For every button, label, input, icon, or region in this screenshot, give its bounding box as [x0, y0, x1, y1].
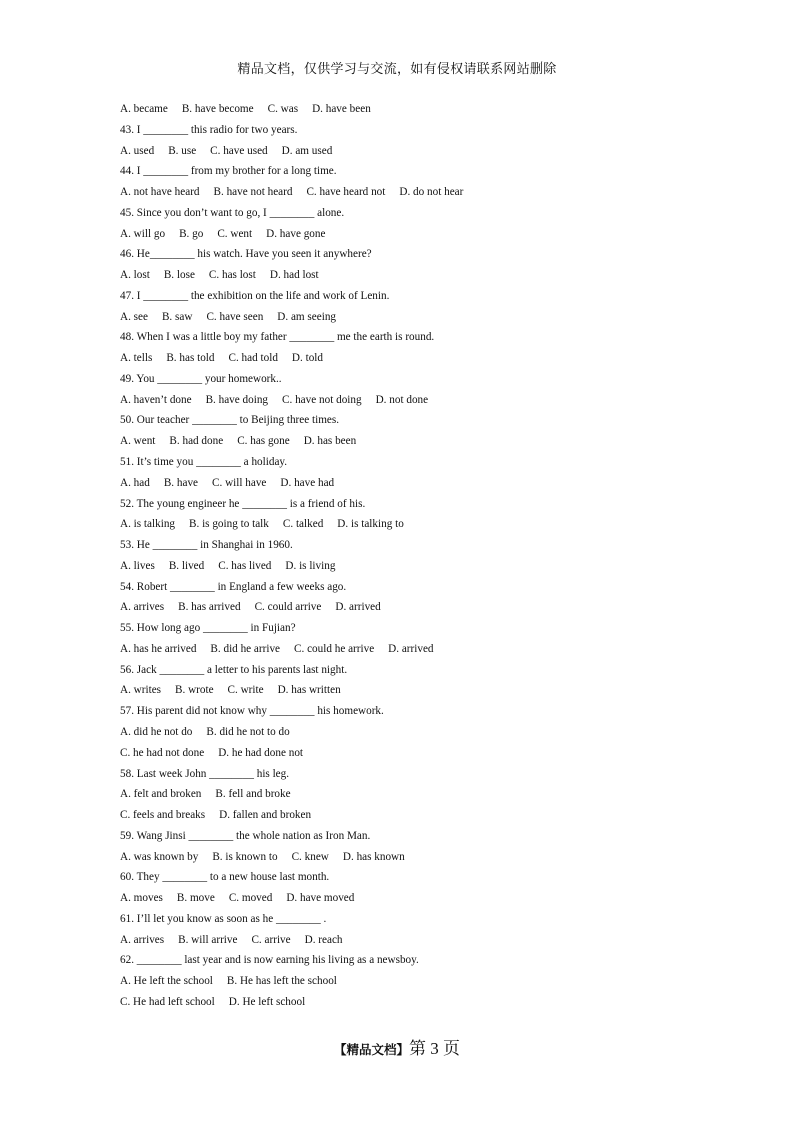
answer-options	[120, 722, 720, 743]
answer-option: A. lost	[120, 269, 150, 282]
answer-option: D. has been	[303, 435, 357, 448]
answer-option: C. write	[227, 684, 264, 697]
answer-option: A. used	[120, 144, 155, 157]
answer-option: B. wrote	[175, 684, 214, 697]
answer-options	[120, 971, 720, 992]
answer-option: B. He has left the school	[226, 975, 337, 988]
answer-option: A. has he arrived	[120, 642, 197, 655]
answer-option: C. He had left school	[120, 995, 215, 1008]
answer-option: A. went	[120, 435, 156, 448]
answer-option: A. arrives	[120, 933, 165, 946]
answer-option: B. have become	[181, 103, 254, 115]
answer-options	[120, 680, 720, 701]
answer-option: C. talked	[282, 518, 324, 531]
question-text: 62. ________ last year and is now earning his living as a newsboy.	[120, 954, 419, 967]
answer-option: A. writes	[120, 684, 162, 697]
answer-option: C. could arrive	[254, 601, 322, 614]
question-text: 56. Jack ________ a letter to his parents last night.	[120, 663, 348, 676]
question-text: 59. Wang Jinsi ________ the whole nation as Iron Man.	[120, 829, 371, 842]
footer-mark: 【精品文档】	[333, 1042, 409, 1057]
answer-option: D. have had	[280, 476, 335, 489]
answer-option: C. arrive	[251, 933, 291, 946]
answer-option: A. will go	[120, 227, 166, 240]
answer-option: A. not have heard	[120, 186, 200, 199]
answer-option: A. became	[120, 103, 168, 115]
answer-options	[120, 307, 720, 328]
answer-option: B. did he not to do	[206, 725, 290, 738]
page-number: 第 3 页	[409, 1039, 460, 1058]
answer-option: B. have	[163, 476, 199, 489]
answer-option: D. He left school	[228, 995, 306, 1008]
answer-option: C. knew	[291, 850, 329, 863]
question-text: 50. Our teacher ________ to Beijing three times.	[120, 414, 340, 427]
answer-option: D. has written	[277, 684, 341, 697]
answer-option: C. went	[217, 227, 253, 240]
answer-options	[120, 743, 720, 764]
answer-option: C. has gone	[237, 435, 290, 448]
answer-option: C. have not doing	[282, 393, 362, 406]
answer-options	[120, 597, 720, 618]
answer-option: D. reach	[304, 933, 343, 946]
answer-option: C. could he arrive	[294, 642, 375, 655]
answer-option: D. have gone	[266, 227, 326, 240]
answer-options	[120, 805, 720, 826]
answer-option: C. have used	[210, 144, 268, 157]
answer-option: C. have seen	[206, 310, 264, 323]
answer-option: D. am used	[281, 144, 333, 157]
answer-option: D. am seeing	[277, 310, 337, 323]
answer-option: D. not done	[375, 393, 429, 406]
answer-options	[120, 473, 720, 494]
question-text: 57. His parent did not know why ________ his homework.	[120, 705, 384, 718]
answer-option: D. arrived	[388, 642, 434, 655]
answer-options	[120, 556, 720, 577]
answer-options	[120, 784, 720, 805]
question-text: 55. How long ago ________ in Fujian?	[120, 622, 296, 635]
answer-options	[120, 992, 720, 1013]
answer-options	[120, 930, 720, 951]
answer-option: D. fallen and broken	[219, 809, 312, 822]
answer-options	[120, 182, 720, 203]
answer-option: C. have heard not	[306, 186, 386, 199]
answer-option: D. he had done not	[218, 746, 304, 759]
page-header: 精品文档，仅供学习与交流，如有侵权请联系网站删除	[237, 62, 557, 77]
answer-option: D. is talking to	[337, 518, 404, 531]
answer-option: D. arrived	[335, 601, 381, 614]
question-text: 48. When I was a little boy my father ________ me the earth is round.	[120, 331, 435, 344]
question-list	[120, 99, 720, 1013]
answer-option: B. lived	[168, 559, 205, 572]
answer-option: B. had done	[169, 435, 224, 448]
question-text: 47. I ________ the exhibition on the life and work of Lenin.	[120, 289, 390, 302]
answer-option: D. is living	[285, 559, 336, 572]
answer-options	[120, 224, 720, 245]
answer-option: B. has arrived	[178, 601, 241, 614]
answer-option: C. moved	[228, 892, 273, 905]
answer-option: B. has told	[166, 352, 215, 365]
question-text: 54. Robert ________ in England a few weeks ago.	[120, 580, 347, 593]
question-text: 43. I ________ this radio for two years.	[120, 123, 298, 136]
answer-option: B. is known to	[212, 850, 278, 863]
question-text: 46. He________ his watch. Have you seen it anywhere?	[120, 248, 372, 261]
answer-options	[120, 141, 720, 162]
answer-options	[120, 639, 720, 660]
answer-options	[120, 348, 720, 369]
answer-option: B. move	[176, 892, 215, 905]
question-text: 53. He ________ in Shanghai in 1960.	[120, 539, 293, 552]
answer-option: A. lives	[120, 559, 155, 572]
answer-option: B. use	[168, 144, 197, 157]
answer-option: A. felt and broken	[120, 788, 202, 801]
answer-option: D. have moved	[286, 892, 355, 905]
answer-option: B. saw	[161, 310, 193, 323]
answer-option: B. did he arrive	[210, 642, 281, 655]
answer-option: D. do not hear	[399, 186, 464, 199]
answer-option: B. is going to talk	[189, 518, 269, 531]
answer-option: A. tells	[120, 352, 153, 365]
answer-option: C. was	[267, 103, 299, 115]
question-text: 49. You ________ your homework..	[120, 372, 282, 385]
answer-options	[120, 431, 720, 452]
answer-option: D. had lost	[269, 269, 319, 282]
answer-option: C. feels and breaks	[120, 809, 206, 822]
answer-option: D. have been	[312, 103, 371, 115]
answer-option: B. lose	[163, 269, 195, 282]
answer-option: A. did he not do	[120, 725, 193, 738]
answer-option: B. go	[179, 227, 204, 240]
answer-options	[120, 888, 720, 909]
answer-options	[120, 514, 720, 535]
answer-options	[120, 847, 720, 868]
question-text: 52. The young engineer he ________ is a friend of his.	[120, 497, 366, 510]
question-text: 44. I ________ from my brother for a long time.	[120, 165, 337, 178]
answer-option: C. will have	[212, 476, 267, 489]
answer-option: A. is talking	[120, 518, 176, 531]
answer-option: C. he had not done	[120, 746, 205, 759]
question-text: 61. I’ll let you know as soon as he ________ .	[120, 912, 327, 925]
answer-option: C. has lost	[208, 269, 256, 282]
answer-option: D. has known	[342, 850, 405, 863]
answer-option: A. haven’t done	[120, 393, 192, 406]
answer-option: B. will arrive	[178, 933, 238, 946]
answer-option: A. had	[120, 476, 150, 489]
question-text: 45. Since you don’t want to go, I ________ alone.	[120, 206, 345, 219]
answer-option: B. have not heard	[213, 186, 293, 199]
question-text: 58. Last week John ________ his leg.	[120, 767, 290, 780]
answer-option: A. see	[120, 310, 148, 323]
answer-option: C. had told	[228, 352, 278, 365]
page-footer	[0, 1034, 794, 1059]
answer-option: A. moves	[120, 892, 163, 905]
answer-options	[120, 265, 720, 286]
answer-option: A. arrives	[120, 601, 165, 614]
answer-options	[120, 99, 720, 120]
answer-options	[120, 390, 720, 411]
question-text: 60. They ________ to a new house last month.	[120, 871, 330, 884]
answer-option: A. He left the school	[120, 975, 213, 988]
answer-option: D. told	[291, 352, 323, 365]
question-text: 51. It’s time you ________ a holiday.	[120, 456, 288, 469]
answer-option: C. has lived	[218, 559, 272, 572]
answer-option: A. was known by	[120, 850, 199, 863]
answer-option: B. fell and broke	[215, 788, 291, 801]
answer-option: B. have doing	[205, 393, 269, 406]
